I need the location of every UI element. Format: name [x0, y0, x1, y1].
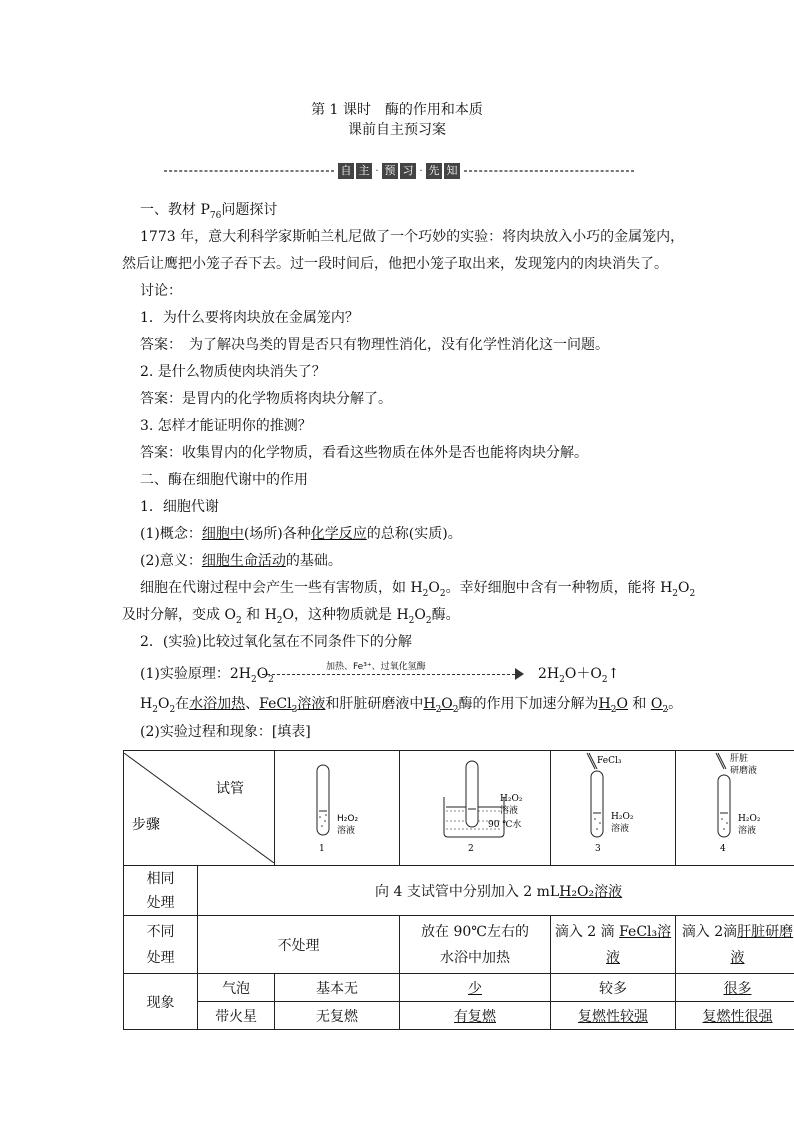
answer-3: 答案：收集胃内的化学物质，看看这些物质在体外是否也能将肉块分解。 — [140, 445, 588, 461]
svg-text:FeCl₃: FeCl₃ — [597, 756, 622, 766]
question-3: 3. 怎样才能证明你的推测？ — [140, 418, 312, 434]
diff-treatment-2: 放在 90℃左右的 水浴中加热 — [400, 916, 551, 974]
banner-char: 先 — [426, 163, 442, 179]
corner-diagonal — [124, 753, 274, 863]
phenomenon-label: 现象 — [124, 974, 198, 1030]
svg-text:溶液: 溶液 — [611, 824, 630, 834]
table-corner-cell — [124, 751, 275, 866]
answer-2: 答案：是胃内的化学物质将肉块分解了。 — [140, 391, 392, 407]
test-tube-3-dropper-icon — [551, 751, 675, 861]
principle-right: $2H_2O+O_2↑$ — [538, 666, 620, 685]
paragraph: 然后让鹰把小笼子吞下去。过一段时间后，他把小笼子取出来，发现笼内的肉块消失了。 — [122, 256, 668, 272]
tube-number: 1 — [319, 844, 325, 854]
concept-line: (1)概念：细胞中(场所)各种化学反应的总称(实质)。 — [140, 526, 462, 542]
tube-cell-2 — [400, 751, 551, 866]
spark-4: 复燃性很强 — [676, 1002, 794, 1030]
banner-dot: · — [419, 164, 423, 177]
tube-cell-3 — [551, 751, 676, 866]
spark-2: 有复燃 — [400, 1002, 551, 1030]
svg-text:H₂O₂: H₂O₂ — [738, 814, 761, 824]
principle-explain: $H_2O_2$在水浴加热、FeCl$_3$溶液和肝脏研磨液中$H_2O_2$酶的作用下加速分解为$H_2O$ 和 $O_2$。 — [140, 696, 683, 715]
svg-text:H₂O₂: H₂O₂ — [337, 814, 359, 824]
paragraph: 细胞在代谢过程中会产生一些有害物质，如 $H_2O_2$。幸好细胞中含有一种物质，能将 $H_2O_2$ — [140, 580, 696, 599]
svg-text:肝脏: 肝脏 — [730, 754, 749, 764]
table-row — [124, 974, 794, 1002]
answer-1: 答案： 为了解决鸟类的胃是否只有物理性消化，没有化学性消化这一问题。 — [140, 337, 609, 353]
tube-number: 2 — [468, 844, 474, 854]
svg-text:溶液: 溶液 — [337, 826, 356, 836]
banner-char: 主 — [356, 163, 372, 179]
tube-cell-1 — [275, 751, 400, 866]
banner-label — [338, 162, 460, 180]
bubble-label: 气泡 — [198, 974, 275, 1002]
svg-text:研磨液: 研磨液 — [730, 766, 758, 776]
lesson-title: 第 1 课时 酶的作用和本质 — [311, 102, 483, 118]
banner-char: 习 — [400, 163, 416, 179]
paragraph: 及时分解，变成 $O_2$ 和 $H_2O$，这种物质就是 $H_2O_2$酶。 — [122, 607, 460, 626]
corner-bottom-label: 步骤 — [132, 817, 160, 833]
svg-text:H₂O₂: H₂O₂ — [500, 794, 523, 804]
diff-treatment-3: 滴入 2 滴 FeCl₃溶 液 — [551, 916, 676, 974]
diff-treatment-label: 不同 处理 — [124, 916, 198, 974]
subheading-metabolism: 1．细胞代谢 — [140, 499, 219, 515]
bubble-4: 很多 — [676, 974, 794, 1002]
diff-treatment-4: 滴入 2滴肝脏研磨 液 — [676, 916, 794, 974]
tube-number: 4 — [720, 844, 726, 854]
svg-text:H₂O₂: H₂O₂ — [611, 812, 634, 822]
bubble-3: 较多 — [551, 974, 676, 1002]
test-tube-4-dropper-icon — [676, 751, 794, 861]
svg-text:90 ℃水: 90 ℃水 — [488, 820, 522, 830]
banner-char: 知 — [444, 163, 460, 179]
svg-text:溶液: 溶液 — [500, 806, 519, 816]
table-row — [124, 751, 794, 866]
banner-char: 自 — [338, 163, 354, 179]
banner-line-right — [464, 170, 634, 172]
table-row — [124, 916, 794, 974]
arrow-dash — [262, 674, 520, 675]
bubble-1: 基本无 — [275, 974, 400, 1002]
tube-cell-4 — [676, 751, 794, 866]
section1-heading: 一、教材 $P_{76}$问题探讨 — [140, 202, 278, 221]
table-row — [124, 1002, 794, 1030]
lesson-subtitle: 课前自主预习案 — [348, 122, 446, 138]
spark-3: 复燃性较强 — [551, 1002, 676, 1030]
question-1: 1．为什么要将肉块放在金属笼内？ — [140, 310, 359, 326]
section2-heading: 二、酶在细胞代谢中的作用 — [140, 472, 308, 488]
banner-line-left — [164, 170, 334, 172]
spark-label: 带火星 — [198, 1002, 275, 1030]
same-treatment-cell: 向 4 支试管中分别加入 2 mLH₂O₂溶液 — [198, 866, 794, 916]
table-row — [124, 866, 794, 916]
subheading-experiment: 2．(实验)比较过氧化氢在不同条件下的分解 — [140, 634, 412, 650]
corner-top-label: 试管 — [216, 781, 244, 797]
principle-left: (1)实验原理：$2H_2O_2$ — [140, 666, 274, 685]
bubble-2: 少 — [400, 974, 551, 1002]
test-tube-1-icon — [275, 751, 399, 861]
reaction-arrow — [262, 662, 532, 684]
meaning-line: (2)意义：细胞生命活动的基础。 — [140, 553, 342, 569]
paragraph: 1773 年，意大利科学家斯帕兰札尼做了一个巧妙的实验：将肉块放入小巧的金属笼内， — [140, 229, 685, 245]
banner-char: 预 — [382, 163, 398, 179]
section-banner — [164, 162, 634, 180]
discussion-label: 讨论： — [140, 283, 182, 299]
subheading-process: (2)实验过程和现象：[填表] — [140, 724, 311, 740]
arrow-head-icon — [515, 668, 524, 680]
svg-text:溶液: 溶液 — [738, 826, 757, 836]
reaction-conditions: 加热、Fe³⁺、过氧化氢酶 — [326, 662, 426, 672]
banner-dot: · — [375, 164, 379, 177]
spark-1: 无复燃 — [275, 1002, 400, 1030]
tube-number: 3 — [595, 844, 601, 854]
experiment-table — [123, 750, 794, 1030]
diff-treatment-1: 不处理 — [198, 916, 400, 974]
question-2: 2. 是什么物质使肉块消失了？ — [140, 364, 326, 380]
test-tube-2-water-bath-icon — [400, 751, 550, 861]
same-treatment-label: 相同 处理 — [124, 866, 198, 916]
page-title — [0, 100, 794, 140]
